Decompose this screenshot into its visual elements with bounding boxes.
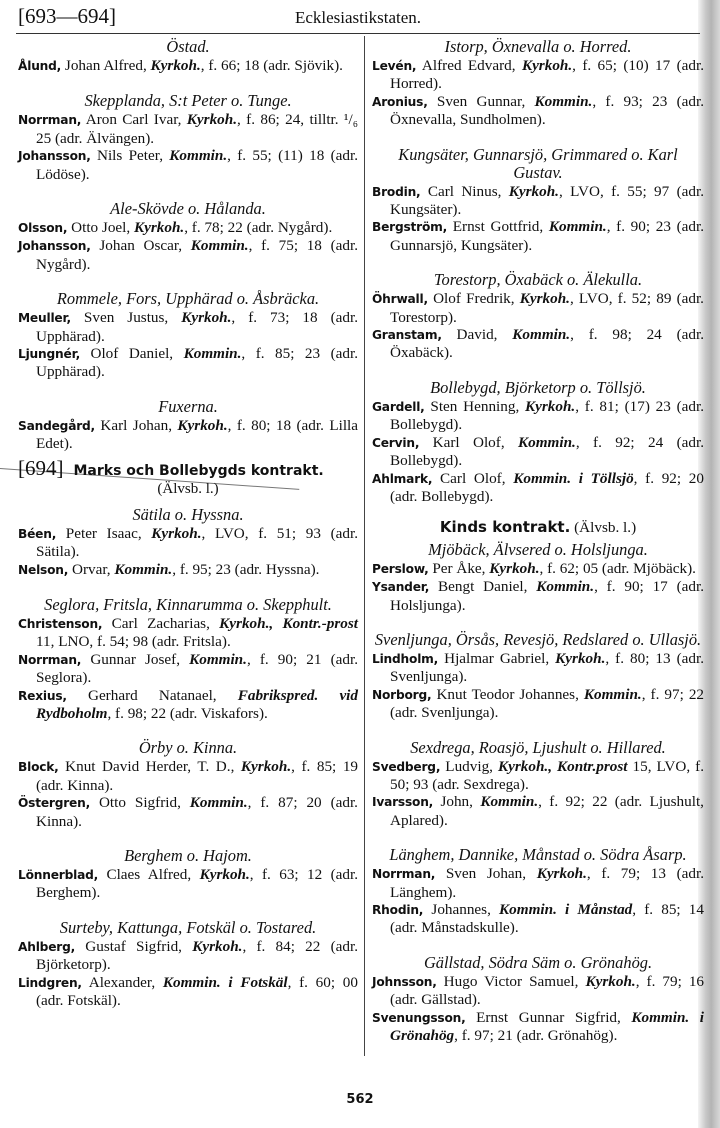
clergy-title: Kommin.	[114, 560, 173, 578]
section-gap	[18, 381, 358, 398]
parish-heading: Torestorp, Öxabäck o. Älekulla.	[433, 270, 643, 290]
clergy-given-names: Johan Oscar,	[90, 237, 191, 255]
clergy-title: Kommin. i Fotskäl	[162, 973, 288, 991]
section-gap	[18, 273, 358, 290]
clergy-details: , f. 84; 22 (adr. Björketorp).	[36, 937, 359, 974]
clergy-entry	[18, 111, 358, 147]
clergy-entry	[372, 1009, 704, 1045]
clergy-name: Norrman,	[18, 652, 82, 667]
clergy-details: , f. 65; (10) 17 (adr. Horred).	[390, 57, 704, 93]
clergy-name: Gardell,	[372, 399, 425, 414]
clergy-details: , f. 98; 22 (adr. Viskafors).	[107, 704, 268, 722]
clergy-name: Perslow,	[372, 561, 429, 576]
clergy-entry	[372, 183, 704, 219]
contract-heading-kinds	[372, 519, 704, 536]
clergy-given-names: Johannes,	[423, 901, 500, 918]
clergy-given-names: Aron Carl Ivar,	[81, 111, 187, 129]
clergy-name: Ysander,	[372, 580, 430, 595]
clergy-name: Johansson,	[18, 149, 91, 164]
clergy-title: Kyrkoh.	[508, 182, 559, 200]
clergy-entry	[372, 578, 704, 614]
parish-heading: Mjöbäck, Älvsered o. Holsljunga.	[428, 539, 648, 559]
clergy-title: Kyrkoh.	[199, 865, 250, 883]
contract-heading-marks	[18, 455, 358, 498]
clergy-given-names: Olof Fredrik,	[427, 290, 520, 308]
clergy-given-names: Otto Sigfrid,	[90, 794, 190, 812]
clergy-details: , f. 92; 24 (adr. Bollebygd).	[390, 433, 705, 470]
clergy-details: , LVO, f. 51; 93 (adr. Sätila).	[36, 524, 358, 561]
clergy-entry	[372, 326, 704, 362]
clergy-given-names: Sven Justus,	[70, 309, 182, 327]
clergy-name: Brodin,	[372, 184, 421, 199]
parish-heading: Svenljunga, Örsås, Revesjö, Redslared o. Ullasjö.	[374, 629, 702, 649]
clergy-entry	[372, 865, 704, 901]
left-parishes-2	[18, 506, 358, 1010]
clergy-details: 11, LNO, f. 54; 98 (adr. Fritsla).	[36, 633, 231, 651]
clergy-title: Kommin.	[512, 326, 571, 344]
parish-heading: Bollebygd, Björketorp o. Töllsjö.	[430, 377, 646, 397]
contract-subtitle: (Älvsb. l.)	[157, 480, 219, 497]
parish-heading: Istorp, Öxnevalla o. Horred.	[444, 37, 632, 56]
clergy-entry	[18, 866, 358, 902]
right-column	[372, 38, 704, 1044]
clergy-given-names: Nils Peter,	[90, 147, 170, 165]
clergy-entry	[372, 434, 704, 470]
parish-heading: Sätila o. Hyssna.	[132, 504, 244, 524]
clergy-details: , f. 92; 22 (adr. Ljushult, Aplared).	[390, 793, 704, 829]
clergy-name: Rexius,	[18, 688, 67, 703]
clergy-given-names: Olof Daniel,	[80, 345, 184, 363]
section-gap	[372, 614, 704, 631]
clergy-given-names: Knut Teodor Johannes,	[431, 685, 584, 703]
clergy-name: Ivarsson,	[372, 795, 434, 810]
clergy-name: Lindgren,	[18, 975, 82, 990]
clergy-details: , f. 62; 05 (adr. Mjöbäck).	[539, 559, 696, 577]
parish-heading: Skepplanda, S:t Peter o. Tunge.	[84, 91, 292, 111]
section-gap	[18, 722, 358, 739]
clergy-details: , f. 87; 20 (adr. Kinna).	[36, 794, 358, 830]
clergy-entry	[18, 651, 358, 687]
section-gap	[372, 937, 704, 954]
clergy-name: Öhrwall,	[372, 292, 428, 307]
clergy-name: Norborg,	[372, 687, 432, 702]
clergy-title: Kyrkoh., Kontr.prost	[497, 757, 628, 775]
clergy-name: Johnsson,	[372, 974, 437, 989]
parish-heading: Seglora, Fritsla, Kinnarumma o. Skepphult.	[44, 594, 332, 614]
clergy-details: , f. 78; 22 (adr. Nygård).	[184, 219, 333, 237]
clergy-entry	[18, 525, 358, 561]
clergy-name: Svenungsson,	[372, 1010, 466, 1025]
clergy-title: Kommin.	[536, 578, 595, 596]
clergy-given-names: Karl Johan,	[94, 416, 178, 434]
clergy-name: Ålund,	[18, 59, 62, 73]
clergy-name: Lindholm,	[372, 651, 439, 666]
clergy-given-names: Otto Joel,	[67, 219, 134, 237]
parish-heading: Berghem o. Hajom.	[124, 845, 252, 865]
clergy-name: Béen,	[18, 526, 57, 541]
page-header	[18, 4, 698, 32]
left-parishes	[18, 38, 358, 453]
section-gap	[372, 362, 704, 379]
contract-number: [694]	[18, 455, 64, 480]
clergy-given-names: Hjalmar Gabriel,	[438, 649, 556, 667]
contract-subtitle: (Älvsb. l.)	[570, 519, 637, 537]
right-parishes	[372, 38, 704, 505]
clergy-details: , f. 80; 13 (adr. Svenljunga).	[390, 649, 704, 686]
clergy-name: Rhodin,	[372, 903, 424, 917]
clergy-details: , f. 90; 17 (adr. Holsljunga).	[390, 578, 704, 614]
clergy-entry	[372, 470, 704, 506]
clergy-title: Kommin.	[169, 147, 228, 165]
clergy-entry	[372, 758, 704, 794]
clergy-entry	[18, 417, 358, 453]
clergy-details: , f. 90; 21 (adr. Seglora).	[36, 650, 359, 687]
clergy-name: Aronius,	[372, 94, 428, 109]
clergy-details: 15, LVO, f. 50; 93 (adr. Sexdrega).	[390, 757, 704, 793]
clergy-details: , f. 86; 24, tilltr. ¹/₆ 25 (adr. Älvängen).	[36, 111, 358, 147]
clergy-details: , f. 63; 12 (adr. Berghem).	[36, 865, 359, 902]
clergy-entry	[18, 758, 358, 794]
clergy-entry	[18, 147, 358, 183]
parish-heading: Gällstad, Södra Säm o. Grönahög.	[423, 952, 653, 972]
clergy-entry	[372, 973, 704, 1009]
clergy-name: Norrman,	[18, 113, 82, 128]
clergy-title: Kommin. i Töllsjö	[513, 469, 634, 487]
clergy-title: Kyrkoh.	[151, 524, 202, 542]
clergy-details: , f. 95; 23 (adr. Hyssna).	[172, 560, 320, 578]
clergy-title: Kyrkoh.	[177, 416, 228, 434]
running-title: Ecklesiastikstaten.	[294, 8, 422, 27]
clergy-entry	[372, 901, 704, 937]
clergy-title: Kyrkoh.	[536, 865, 587, 883]
section-gap	[18, 830, 358, 847]
clergy-given-names: Carl Ninus,	[420, 182, 509, 200]
clergy-details: , f. 90; 23 (adr. Gunnarsjö, Kungsäter).	[390, 218, 704, 254]
clergy-details: , LVO, f. 52; 89 (adr. Torestorp).	[390, 290, 704, 326]
clergy-entry	[372, 93, 704, 129]
clergy-title: Kyrkoh.	[150, 57, 201, 74]
clergy-entry	[18, 219, 358, 237]
clergy-given-names: Carl Zacharias,	[102, 614, 220, 632]
clergy-entry	[18, 794, 358, 830]
contract-title: Marks och Bollebygds kontrakt.	[73, 462, 324, 479]
clergy-entry	[18, 938, 358, 974]
clergy-title: Kyrkoh.	[525, 397, 576, 415]
parish-heading: Sexdrega, Roasjö, Ljushult o. Hillared.	[410, 737, 666, 757]
section-gap	[18, 902, 358, 919]
clergy-entry	[18, 561, 358, 579]
clergy-name: Cervin,	[372, 435, 420, 450]
clergy-title: Fabrikspred. vid Rydboholm	[36, 686, 358, 722]
parish-heading: Surteby, Kattunga, Fotskäl o. Tostared.	[59, 917, 317, 937]
clergy-given-names: Ernst Gunnar Sigfrid,	[465, 1008, 632, 1026]
clergy-title: Kommin.	[518, 433, 576, 451]
clergy-name: Norrman,	[372, 867, 436, 882]
clergy-title: Kommin.	[189, 794, 248, 812]
clergy-details: , f. 92; 20 (adr. Bollebygd).	[390, 469, 704, 505]
page-range: [693—694]	[18, 4, 116, 28]
clergy-name: Bergström,	[372, 220, 448, 235]
clergy-details: , f. 80; 18 (adr. Lilla Edet).	[36, 416, 358, 453]
clergy-given-names: Johan Alfred,	[61, 57, 151, 74]
clergy-title: Kyrkoh.	[240, 758, 292, 776]
clergy-given-names: Sven Johan,	[435, 865, 537, 883]
clergy-entry	[18, 237, 358, 273]
clergy-details: , f. 55; (11) 18 (adr. Lödöse).	[36, 147, 358, 183]
clergy-details: , f. 75; 18 (adr. Nygård).	[36, 237, 358, 273]
clergy-name: Ahlberg,	[18, 939, 76, 954]
clergy-entry	[18, 615, 358, 651]
clergy-entry	[18, 57, 358, 75]
clergy-given-names: Karl Olof,	[419, 433, 519, 451]
clergy-name: Johansson,	[18, 239, 91, 254]
clergy-given-names: Gustaf Sigfrid,	[75, 937, 193, 955]
page-number: 562	[346, 1092, 374, 1107]
clergy-given-names: Claes Alfred,	[98, 865, 200, 883]
clergy-details: , f. 97; 22 (adr. Svenljunga).	[390, 685, 705, 722]
clergy-details: , f. 66; 18 (adr. Sjövik).	[200, 57, 343, 74]
clergy-given-names: Bengt Daniel,	[429, 578, 537, 596]
clergy-details: , f. 85; 19 (adr. Kinna).	[36, 758, 359, 794]
clergy-given-names: Sten Henning,	[424, 397, 526, 415]
clergy-given-names: Sven Gunnar,	[427, 92, 535, 110]
section-gap	[372, 829, 704, 846]
clergy-given-names: David,	[441, 326, 513, 344]
clergy-title: Kyrkoh.	[521, 57, 573, 74]
clergy-name: Levén,	[372, 59, 417, 73]
clergy-given-names: Gerhard Natanael,	[66, 686, 238, 704]
parish-heading: Kungsäter, Gunnarsjö, Grimmared o. Karl Gustav.	[398, 144, 678, 182]
clergy-entry	[372, 793, 704, 829]
clergy-name: Christenson,	[18, 616, 103, 631]
parish-heading: Östad.	[166, 37, 210, 56]
clergy-given-names: John,	[433, 793, 481, 811]
clergy-title: Kyrkoh.	[585, 972, 636, 990]
clergy-given-names: Orvar,	[68, 560, 115, 578]
clergy-title: Kommin.	[534, 92, 593, 110]
clergy-name: Block,	[18, 760, 59, 775]
clergy-details: , f. 85; 23 (adr. Upphärad).	[36, 345, 359, 381]
clergy-given-names: Peter Isaac,	[56, 524, 152, 542]
parish-heading: Fuxerna.	[158, 396, 218, 416]
clergy-given-names: Hugo Victor Samuel,	[436, 972, 586, 990]
parish-heading: Ale-Skövde o. Hålanda.	[110, 199, 266, 219]
right-parishes-2	[372, 541, 704, 1045]
section-gap	[18, 75, 358, 92]
clergy-given-names: Alfred Edvard,	[416, 57, 522, 74]
clergy-title: Kyrkoh.	[133, 219, 185, 237]
clergy-given-names: Alexander,	[81, 973, 163, 991]
clergy-title: Kyrkoh.	[519, 290, 570, 308]
clergy-title: Kommin.	[183, 345, 242, 363]
clergy-details: , f. 60; 00 (adr. Fotskäl).	[36, 973, 358, 1009]
header-rule	[16, 33, 700, 34]
clergy-title: Kommin.	[583, 685, 642, 703]
clergy-details: , f. 98; 24 (adr. Öxabäck).	[390, 326, 704, 362]
section-gap	[18, 183, 358, 200]
clergy-title: Kyrkoh.	[186, 111, 238, 129]
clergy-name: Olsson,	[18, 221, 68, 236]
clergy-details: , f. 81; (17) 23 (adr. Bollebygd).	[390, 397, 704, 434]
clergy-entry	[18, 974, 358, 1010]
clergy-given-names: Carl Olof,	[432, 469, 514, 487]
clergy-name: Meuller,	[18, 311, 71, 326]
left-column	[18, 38, 358, 1009]
clergy-name: Svedberg,	[372, 759, 441, 774]
clergy-entry	[372, 398, 704, 434]
parish-heading: Rommele, Fors, Upphärad o. Åsbräcka.	[56, 289, 320, 309]
clergy-details: , f. 93; 23 (adr. Öxnevalla, Sundholmen).	[390, 92, 704, 129]
clergy-entry	[372, 560, 704, 578]
section-gap	[372, 254, 704, 271]
clergy-title: Kommin.	[548, 218, 607, 236]
clergy-given-names: Ludvig,	[440, 757, 498, 775]
clergy-title: Kyrkoh.	[489, 559, 540, 577]
clergy-given-names: Gunnar Josef,	[81, 650, 190, 668]
clergy-name: Sandegård,	[18, 418, 95, 433]
clergy-title: Kyrkoh.	[555, 649, 606, 667]
clergy-entry	[372, 686, 704, 722]
clergy-given-names: Per Åke,	[428, 559, 490, 577]
clergy-name: Lönnerblad,	[18, 867, 99, 882]
clergy-entry	[18, 687, 358, 723]
column-separator	[364, 36, 365, 1056]
parish-heading: Örby o. Kinna.	[138, 738, 238, 758]
clergy-name: Östergren,	[18, 796, 91, 811]
clergy-title: Kommin.	[189, 650, 247, 668]
section-gap	[372, 129, 704, 146]
clergy-entry	[372, 290, 704, 326]
clergy-given-names: Knut David Herder, T. D.,	[58, 758, 241, 776]
clergy-entry	[18, 309, 358, 345]
clergy-details: , LVO, f. 55; 97 (adr. Kungsäter).	[390, 182, 704, 219]
clergy-title: Kommin. i Grönahög	[390, 1008, 704, 1045]
clergy-details: , f. 97; 21 (adr. Grönahög).	[454, 1027, 618, 1045]
clergy-name: Ljungnér,	[18, 347, 81, 362]
clergy-title: Kommin. i Månstad	[499, 901, 633, 918]
clergy-name: Granstam,	[372, 328, 442, 343]
clergy-title: Kyrkoh., Kontr.-prost	[219, 614, 358, 632]
clergy-name: Nelson,	[18, 562, 69, 577]
clergy-title: Kyrkoh.	[181, 309, 232, 327]
clergy-name: Ahlmark,	[372, 471, 433, 486]
section-gap	[372, 722, 704, 739]
clergy-details: , f. 79; 13 (adr. Länghem).	[390, 865, 705, 901]
parish-heading: Länghem, Dannike, Månstad o. Södra Åsarp.	[389, 845, 687, 865]
clergy-details: , f. 79; 16 (adr. Gällstad).	[390, 972, 705, 1009]
clergy-entry	[372, 218, 704, 254]
clergy-entry	[372, 650, 704, 686]
clergy-given-names: Ernst Gottfrid,	[447, 218, 549, 236]
clergy-title: Kyrkoh.	[192, 937, 243, 955]
contract-title: Kinds kontrakt.	[439, 518, 571, 537]
section-gap	[18, 579, 358, 596]
clergy-entry	[18, 345, 358, 381]
clergy-title: Kommin.	[190, 237, 249, 255]
clergy-details: , f. 85; 14 (adr. Månstadskulle).	[390, 901, 704, 937]
clergy-details: , f. 73; 18 (adr. Upphärad).	[36, 309, 358, 345]
clergy-entry	[372, 57, 704, 93]
clergy-title: Kommin.	[480, 793, 539, 811]
